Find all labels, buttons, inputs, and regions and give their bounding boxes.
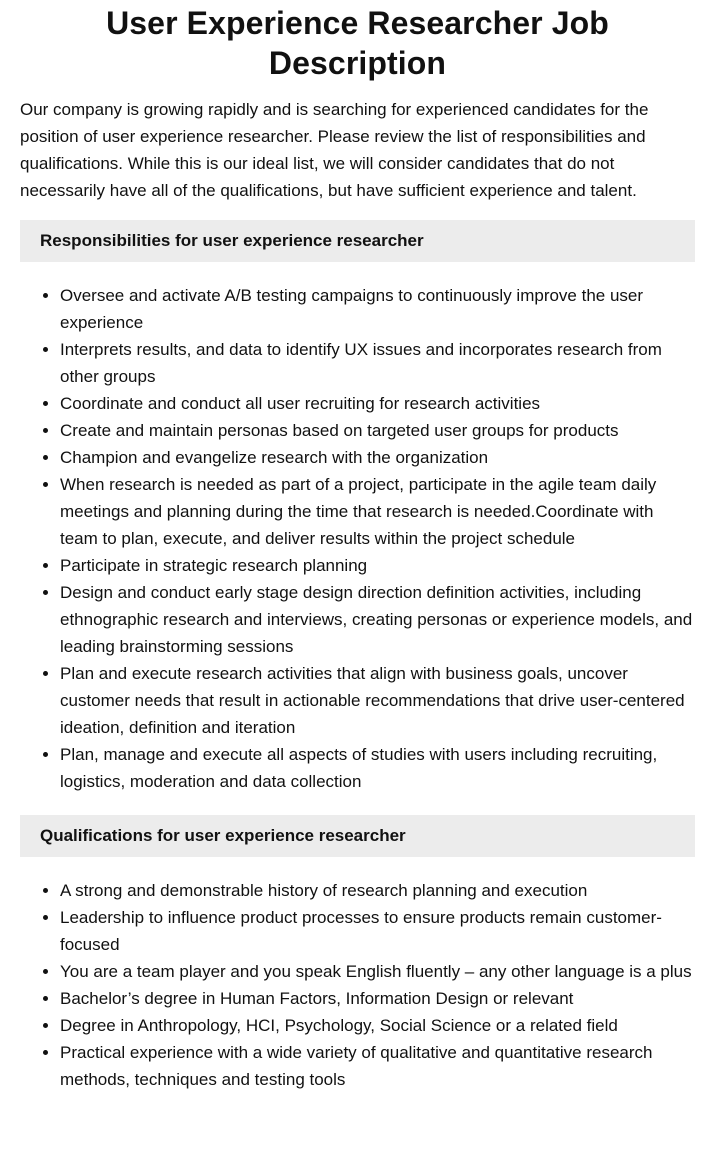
responsibilities-heading: Responsibilities for user experience researcher <box>20 220 695 262</box>
list-item: • Champion and evangelize research with the organization <box>60 444 695 471</box>
list-item: • Participate in strategic research planning <box>60 552 695 579</box>
list-item: • Design and conduct early stage design direction definition activities, including ethnographic research and interviews, creating personas or experience models, and leading brainstorming sessions <box>60 579 695 660</box>
list-item: • Degree in Anthropology, HCI, Psychology, Social Science or a related field <box>60 1012 695 1039</box>
page-title: User Experience Researcher Job Description <box>106 5 609 81</box>
qualifications-heading: Qualifications for user experience researcher <box>20 815 695 857</box>
list-item: • Coordinate and conduct all user recruiting for research activities <box>60 390 695 417</box>
list-item: • Plan and execute research activities that align with business goals, uncover customer needs that result in actionable recommendations that drive user-centered ideation, definition and iteration <box>60 660 695 741</box>
list-item: • Bachelor’s degree in Human Factors, Information Design or relevant <box>60 985 695 1012</box>
list-item: • Leadership to influence product processes to ensure products remain customer-focused <box>60 904 695 958</box>
list-item: • You are a team player and you speak English fluently – any other language is a plus <box>60 958 695 985</box>
responsibilities-list <box>20 282 695 795</box>
list-item: • Practical experience with a wide variety of qualitative and quantitative research methods, techniques and testing tools <box>60 1039 695 1093</box>
list-item: • Plan, manage and execute all aspects of studies with users including recruiting, logistics, moderation and data collection <box>60 741 695 795</box>
qualifications-list <box>20 877 695 1093</box>
list-item: • When research is needed as part of a project, participate in the agile team daily meetings and planning during the time that research is needed.Coordinate with team to plan, execute, and deliver results within the project schedule <box>60 471 695 552</box>
list-item: • A strong and demonstrable history of research planning and execution <box>60 877 695 904</box>
list-item: • Oversee and activate A/B testing campaigns to continuously improve the user experience <box>60 282 695 336</box>
intro-paragraph: Our company is growing rapidly and is searching for experienced candidates for the position of user experience researcher. Please review the list of responsibilities and qualifications. While this is our ideal list, we will consider candidates that do not necessarily have all of the qualifications, but have sufficient experience and talent. <box>20 100 649 200</box>
list-item: • Interprets results, and data to identify UX issues and incorporates research from other groups <box>60 336 695 390</box>
list-item: • Create and maintain personas based on targeted user groups for products <box>60 417 695 444</box>
